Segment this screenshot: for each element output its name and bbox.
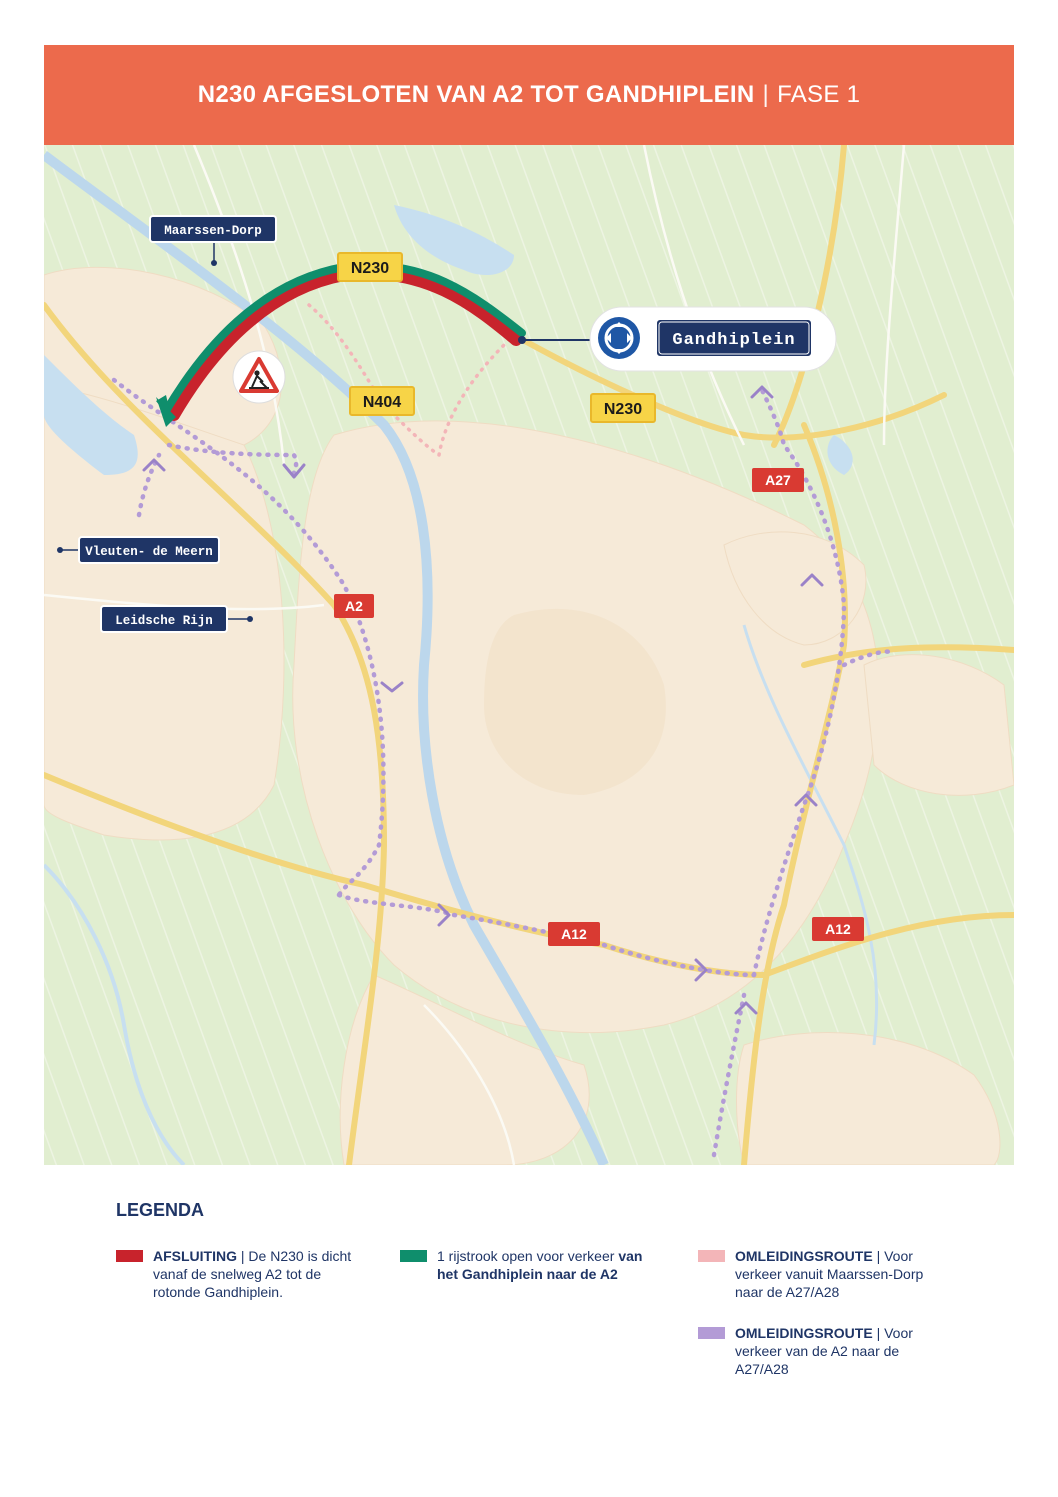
- roundabout-icon: [598, 317, 640, 359]
- legend-swatch-open-lane: [400, 1250, 427, 1262]
- place-label-leidsche: Leidsche Rijn: [115, 614, 213, 628]
- place-label-vleuten: Vleuten- de Meern: [85, 545, 213, 559]
- road-label-n230-right: N230: [603, 401, 643, 418]
- header-banner: [44, 45, 1014, 145]
- legend-swatch-detour-pink: [698, 1250, 725, 1262]
- title-separator: |: [762, 81, 770, 108]
- maarssen-dot: [211, 260, 217, 266]
- place-label-gandhiplein: Gandhiplein: [672, 331, 796, 350]
- legend-detour2-label: OMLEIDINGSROUTE: [735, 1325, 873, 1341]
- roadworks-icon: [233, 351, 285, 403]
- legend-detour1-sep: |: [876, 1248, 881, 1264]
- legend-detour2-sep: |: [876, 1325, 881, 1341]
- phase-label: FASE 1: [777, 81, 861, 108]
- road-label-a12-left: A12: [561, 926, 587, 942]
- place-label-maarssen: Maarssen-Dorp: [164, 224, 262, 238]
- legend-swatch-closure: [116, 1250, 143, 1262]
- legend-detour1-text: Voor verkeer vanuit Maarssen-Dorp naar de A27/A28: [735, 1248, 924, 1300]
- legend-swatch-detour-purple: [698, 1327, 725, 1339]
- map[interactable]: [44, 145, 1014, 1165]
- legend-detour1-label: OMLEIDINGSROUTE: [735, 1248, 873, 1264]
- legend-closure-text: De N230 is dicht vanaf de snelweg A2 tot de rotonde Gandhiplein.: [153, 1248, 352, 1300]
- road-label-a12-right: A12: [825, 921, 851, 937]
- leidsche-dot: [247, 616, 253, 622]
- legend-closure-sep: |: [240, 1248, 245, 1264]
- legend-closure-label: AFSLUITING: [153, 1248, 237, 1264]
- vleuten-dot: [57, 547, 63, 553]
- legend-open-lane-text: 1 rijstrook open voor verkeer: [437, 1248, 615, 1264]
- road-label-n230-top: N230: [350, 260, 390, 277]
- road-label-a2: A2: [345, 598, 363, 614]
- legend-detour2-text: Voor verkeer van de A2 naar de A27/A28: [735, 1325, 913, 1377]
- page-title: N230 AFGESLOTEN VAN A2 TOT GANDHIPLEIN: [197, 81, 755, 108]
- gandhiplein-location-dot: [518, 336, 526, 344]
- legend-title: LEGENDA: [116, 1200, 205, 1220]
- road-label-n404: N404: [362, 394, 402, 411]
- road-label-a27: A27: [765, 472, 791, 488]
- legend-open-lane-bold: van het Gandhiplein naar de A2: [437, 1248, 643, 1282]
